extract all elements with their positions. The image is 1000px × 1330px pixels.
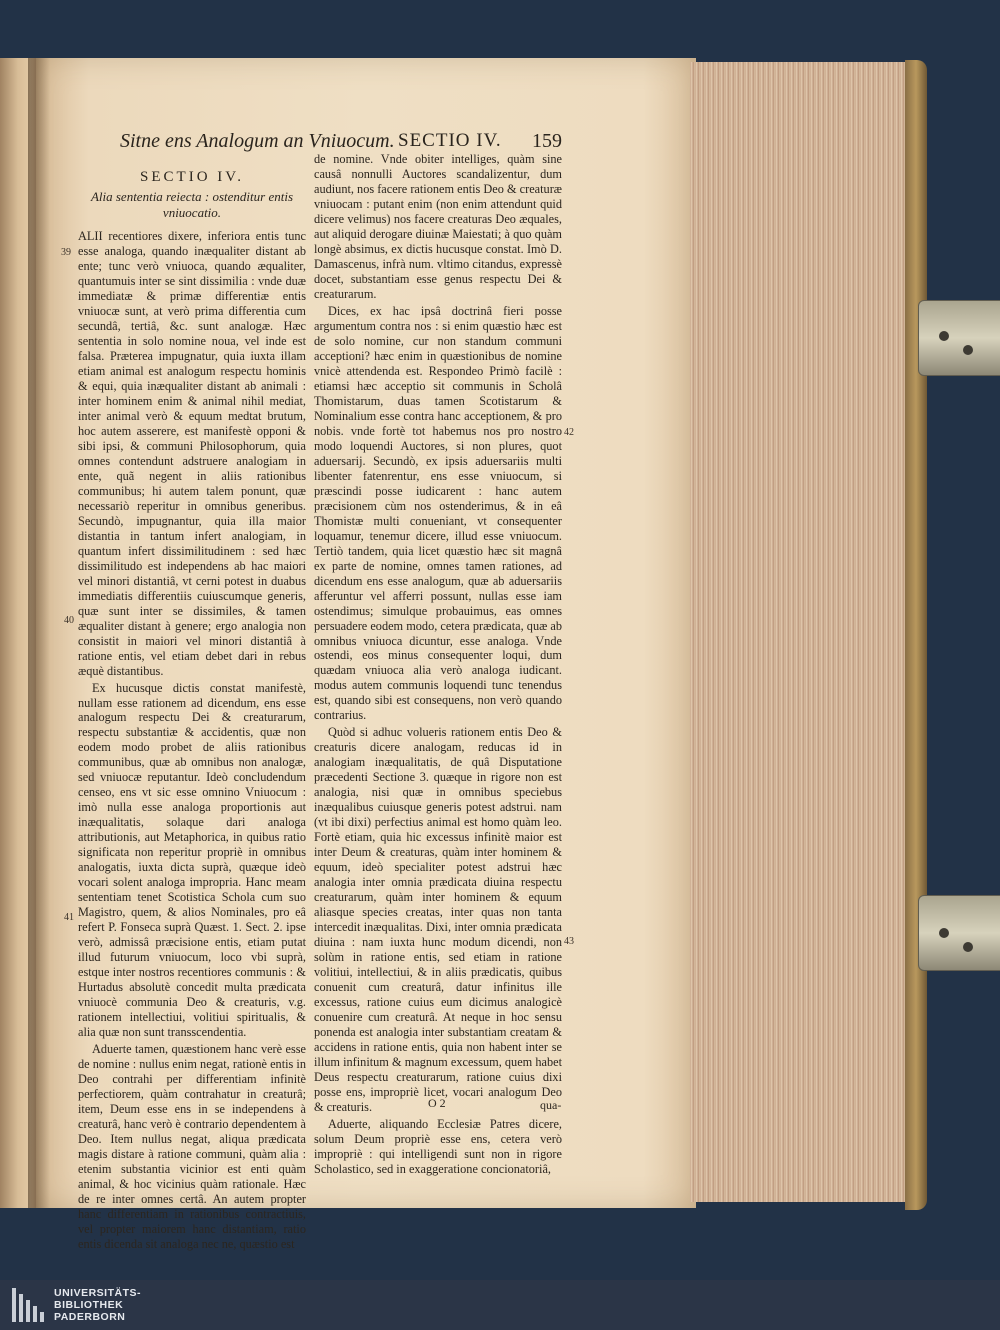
running-title: Sitne ens Analogum an Vniuocum. <box>120 130 395 152</box>
library-logo-icon <box>12 1288 46 1322</box>
gutter-shadow <box>28 58 50 1208</box>
margin-number-42: 42 <box>564 427 574 438</box>
metal-clasp-top <box>918 300 1000 376</box>
library-name <box>54 1287 141 1323</box>
book-cover-edge <box>905 60 927 1210</box>
signature-mark: O 2 <box>428 1096 446 1110</box>
margin-number-43: 43 <box>564 936 574 947</box>
paragraph-39: ALII recentiores dixere, inferiora entis tunc esse analoga, quando inæqualiter distant ab ente; tunc verò vniuoca, quando æqualiter, quantumuis inter se sint dissimilia : vnde duæ immediatæ & primæ differentiæ entis vniuocæ sunt, at verò prima differentia cum secundâ, tertiâ, &c. sunt analogæ. Hæc sententia in solo nomine noua, vel inde est falsa. Præterea impugnatur, quia iuxta illam etiam animal est analogum respectu hominis & equi, quia inæqualiter distant ab animali : inter hominem enim & animal nihil mediat, inter animal verò & equum medtat brutum, hoc autem asserere, est manifestè opponi & sibi ipsi, & communi Philosophorum, quia omnes contendunt adstruere analogiam in ente, quã negent in aliis rationibus communibus; hi autem talem ponunt, quæ necessariò reperitur in omnibus generibus. Secundò, impugnantur, quia illa maior distantia in tantum infert analogiam, in quantum infert dissimilitudinem : sed hæc dissimilitudo est independens ab hac maiori vel minori distantiâ, vt cerni potest in duabus immediatis differentiis cuiuscumque generis, quæ sunt inter se dissimiles, & tamen æqualiter distant à genere; ergo analogia non consistit in maiori vel minori distantiâ à ratione entis, vel etiam debet dari in rebus æquè distantibus. <box>78 228 306 678</box>
left-text-column <box>78 164 306 1252</box>
paragraph-quod-si: Quòd si adhuc volueris rationem entis Deo & creaturis dicere analogam, reducas id in analogiam inæqualitatis, de quâ Disputatione præcedenti Sectione 3. quæque in rigore non est analogia, nisi quæ in omnibus speciebus inæqualibus cuiusque generis potest adstrui. nam (vt ibi dixi) perfectius animal est homo quàm leo. Fortè etiam, quia hic excessus infinitè maior est inter Deum & creaturas, quàm inter hominem & equum, ideò specialiter potest adstrui hæc analogia inter omnia prædicata diuina respectu creaturarum, quàm inter hominem & equum aliasque species creatas, inter quas non tanta intercedit inæqualitas. Dixi, inter omnia prædicata diuina : nam iuxta hunc modum dicendi, non solùm in ratione entis, sed etiam in ratione volitiui, intellectiui, & in aliis prædicatis, quibus conuenit cum creaturâ, datur infinitus ille excessus, ratione cuius eum dicimus analogicè conuenire cum creaturâ. At neque in hoc sensu ponenda est analogia inter substantiam creatam & accidens in ratione entis, quia non habent inter se illum infinitum & magnum excessum, quem habet Deus respectu creaturarum, ratione cuius dixi posse ens, impropriè licet, vocari analogum Deo & creaturis. <box>314 725 562 1115</box>
paragraph-41: Aduerte tamen, quæstionem hanc verè esse de nomine : nullus enim negat, rationè entis in Deo contrahi per differentiam infinitè perfectiorem, quàm contrahatur in creaturâ; item, Deum esse ens in se independens à creaturâ, hanc verò è contrario dependentem à Deo. Item nullus negat, aliqua prædicata magis distare à ratione communi, quàm alia : etenim substantia vicinior est enti quàm animal, & hoc vicinius quàm rationale. Hæc de re inter omnes certâ. An autem propter hanc differentiam in rationibus contractiuis, vel propter maiorem hanc distantiam, ratio entis dicenda sit analoga nec ne, quæstio est <box>78 1042 306 1251</box>
margin-number-39: 39 <box>61 247 71 258</box>
page-number: 159 <box>532 130 562 152</box>
margin-number-41: 41 <box>64 912 74 923</box>
paragraph-aduerte: Aduerte, aliquando Ecclesiæ Patres dicere, solum Deum propriè esse ens, cetera verò impropriè : qui intelligendi sunt non in rigore Scholastico, sed in exaggeratione concionatoriâ, <box>314 1117 562 1176</box>
catchword: qua- <box>540 1098 562 1112</box>
library-name-line1: UNIVERSITÄTS- <box>54 1287 142 1299</box>
paragraph-continued: de nomine. Vnde obiter intelliges, quàm sine causâ nonnulli Auctores scandalizentur, dum audiunt, nos facere rationem entis Deo & creaturæ vniuocam : putant enim (non enim attendunt quid dicere velimus) nos facere creaturas Deo æquales, aut aliquid derogare diuinæ Maiestati; à quo quàm longè absimus, ex dictis hucusque constat. Imò D. Damascenus, infrà num. vltimo citandus, expressè docet, substantiam esse genus respectu Dei & creaturarum. <box>314 152 562 301</box>
right-text-column <box>314 152 562 1177</box>
running-section: SECTIO IV. <box>398 130 502 151</box>
metal-clasp-bottom <box>918 895 1000 971</box>
library-footer-bar <box>0 1280 1000 1330</box>
margin-number-40: 40 <box>64 615 74 626</box>
section-heading: SECTIO IV. <box>140 169 244 185</box>
page-edges <box>690 62 924 1202</box>
library-name-line2: BIBLIOTHEK <box>54 1299 124 1311</box>
paragraph-dices: Dices, ex hac ipsâ doctrinâ fieri posse argumentum contra nos : si enim quæstio hæc est de solo nomine, cur non standum communi acceptioni? hæc enim in quæstionibus de nomine vnicè attendenda est. Respondeo Primò facilè : etiamsi hæc acceptio sit communis in Scholâ Thomistarum, duas tamen Scotistarum & Nominalium esse contra hanc acceptionem, & pro nobis. vnde fortè tot habemus nos pro nostro modo loquendi Auctores, si non plures, quot aduersarij. Secundò, ex ipsis aduersariis multi libenter fatenrentur, ens esse vniuocum, si præscindi posse iudicarent : hanc autem præcisionem cùm nos ostenderimus, & in eâ Thomistæ multi conueniant, vt consequenter loquamur, tenemur dicere, illud esse vniuocum. Tertiò tandem, quia licet quæstio hæc sit magnâ ex parte de nomine, omnes tamen rationes, ad dicendum ens esse analogum, quæ ab aduersariis afferuntur vel afferri possunt, nullas esse iam ostendimus; simulque probauimus, eas omnes persuadere eodem modo, cetera prædicata, quæ ab omnibus vniuoca dicuntur, esse analoga. Vnde ostendi, eos minus consequenter loqui, dum quædam vniuoca alia verò analoga iudicant. modus autem communis loquendi tunc tenendus est, quando sibi est consequens, non verò quando contrarius. <box>314 303 562 723</box>
library-name-line3: PADERBORN <box>54 1311 126 1323</box>
paragraph-40: Ex hucusque dictis constat manifestè, nullam esse rationem ad dicendum, ens esse analogum respectu Dei & creaturarum, respectu substantiæ & accidentis, quæ non eodem modo probet de aliis rationibus communibus, quæ ab omnibus non analogæ, sed vniuocæ reputantur. Ideò concludendum censeo, ens vt sic esse omnino Vniuocum : imò nulla esse analoga proportionis aut inæqualitatis, solaque dari analoga attributionis, aut Metaphorica, in quibus ratio significata non reperitur propriè in omnibus analogatis, iuxta dicta suprà, quæque ideò vocari solent analoga impropria. Hanc meam sententiam tenet Scotistica Schola cum suo Magistro, quem, & alios Nominales, pro eâ refert P. Fonseca suprà Quæst. 1. Sect. 2. ipse verò, admissâ præcisione entis, etiam putat illud futurum vniuocum, loco vbi suprà, estque inter nostros recentiores communis : & Hurtadus absolutè concedit multa prædicata vniuocè communia Deo & creaturis, v.g. rationem intellectiui, volitiui spiritualis, & alia quæ non sunt transscendentia. <box>78 680 306 1040</box>
section-subtitle: Alia sententia reiecta : ostenditur entis vniuocatio. <box>90 188 294 220</box>
